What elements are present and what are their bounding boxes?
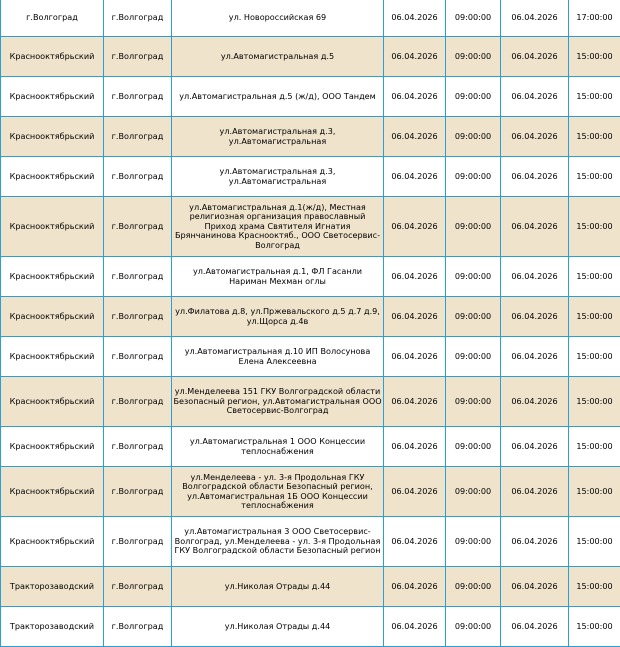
- start-time-cell: 09:00:00: [446, 297, 501, 337]
- table-row: [1, 0, 620, 37]
- city-cell: г.Волгоград: [104, 77, 172, 117]
- city-cell: г.Волгоград: [104, 37, 172, 77]
- city-cell: г.Волгоград: [104, 607, 172, 647]
- start-date-cell: 06.04.2026: [384, 297, 446, 337]
- table-row: [1, 77, 620, 117]
- city-cell: г.Волгоград: [104, 567, 172, 607]
- address-cell: ул.Николая Отрады д.44: [172, 607, 384, 647]
- start-date-cell: 06.04.2026: [384, 197, 446, 257]
- district-cell: г.Волгоград: [1, 0, 104, 37]
- table-body: [1, 0, 620, 647]
- address-cell: ул.Автомагистральная 3 ООО Светосервис-Волгоград, ул.Менделеева - ул. 3-я Продольная ГКУ Волгоградской области Безопасный регион: [172, 517, 384, 567]
- city-cell: г.Волгоград: [104, 157, 172, 197]
- table-row: [1, 517, 620, 567]
- start-time-cell: 09:00:00: [446, 157, 501, 197]
- end-date-cell: 06.04.2026: [501, 517, 569, 567]
- address-cell: ул.Автомагистральная 1 ООО Концессии теплоснабжения: [172, 427, 384, 467]
- city-cell: г.Волгоград: [104, 467, 172, 517]
- end-time-cell: 15:00:00: [569, 297, 620, 337]
- end-time-cell: 15:00:00: [569, 427, 620, 467]
- table-row: [1, 297, 620, 337]
- start-time-cell: 09:00:00: [446, 427, 501, 467]
- end-date-cell: 06.04.2026: [501, 0, 569, 37]
- table-row: [1, 427, 620, 467]
- start-date-cell: 06.04.2026: [384, 37, 446, 77]
- city-cell: г.Волгоград: [104, 377, 172, 427]
- end-time-cell: 17:00:00: [569, 0, 620, 37]
- city-cell: г.Волгоград: [104, 297, 172, 337]
- district-cell: Краснооктябрьский: [1, 257, 104, 297]
- start-time-cell: 09:00:00: [446, 517, 501, 567]
- district-cell: Краснооктябрьский: [1, 117, 104, 157]
- address-cell: ул.Николая Отрады д.44: [172, 567, 384, 607]
- city-cell: г.Волгоград: [104, 337, 172, 377]
- table-row: [1, 467, 620, 517]
- address-cell: ул. Новороссийская 69: [172, 0, 384, 37]
- end-date-cell: 06.04.2026: [501, 607, 569, 647]
- table-row: [1, 337, 620, 377]
- district-cell: Краснооктябрьский: [1, 467, 104, 517]
- end-date-cell: 06.04.2026: [501, 37, 569, 77]
- table-row: [1, 257, 620, 297]
- start-time-cell: 09:00:00: [446, 77, 501, 117]
- end-date-cell: 06.04.2026: [501, 467, 569, 517]
- end-date-cell: 06.04.2026: [501, 257, 569, 297]
- end-time-cell: 15:00:00: [569, 337, 620, 377]
- end-date-cell: 06.04.2026: [501, 77, 569, 117]
- start-time-cell: 09:00:00: [446, 257, 501, 297]
- district-cell: Тракторозаводский: [1, 607, 104, 647]
- end-time-cell: 15:00:00: [569, 197, 620, 257]
- end-time-cell: 15:00:00: [569, 157, 620, 197]
- table-row: [1, 117, 620, 157]
- table-row: [1, 607, 620, 647]
- end-time-cell: 15:00:00: [569, 117, 620, 157]
- city-cell: г.Волгоград: [104, 0, 172, 37]
- city-cell: г.Волгоград: [104, 117, 172, 157]
- district-cell: Краснооктябрьский: [1, 197, 104, 257]
- district-cell: Краснооктябрьский: [1, 427, 104, 467]
- address-cell: ул.Автомагистральная д.1(ж/д), Местная религиозная организация православный Приход храма Святителя Игнатия Брянчанинова Краснооктяб., ООО Светосервис-Волгоград: [172, 197, 384, 257]
- address-cell: ул.Филатова д.8, ул.Пржевальского д.5 д.7 д.9, ул.Щорса д.4в: [172, 297, 384, 337]
- end-date-cell: 06.04.2026: [501, 427, 569, 467]
- end-date-cell: 06.04.2026: [501, 297, 569, 337]
- start-date-cell: 06.04.2026: [384, 607, 446, 647]
- start-time-cell: 09:00:00: [446, 37, 501, 77]
- table-row: [1, 377, 620, 427]
- start-time-cell: 09:00:00: [446, 607, 501, 647]
- district-cell: Тракторозаводский: [1, 567, 104, 607]
- address-cell: ул.Автомагистральная д.5: [172, 37, 384, 77]
- city-cell: г.Волгоград: [104, 427, 172, 467]
- end-time-cell: 15:00:00: [569, 377, 620, 427]
- end-time-cell: 15:00:00: [569, 77, 620, 117]
- end-date-cell: 06.04.2026: [501, 377, 569, 427]
- end-date-cell: 06.04.2026: [501, 337, 569, 377]
- start-date-cell: 06.04.2026: [384, 157, 446, 197]
- start-date-cell: 06.04.2026: [384, 567, 446, 607]
- district-cell: Краснооктябрьский: [1, 77, 104, 117]
- start-date-cell: 06.04.2026: [384, 427, 446, 467]
- address-cell: ул.Автомагистральная д.5 (ж/д), ООО Тандем: [172, 77, 384, 117]
- district-cell: Краснооктябрьский: [1, 37, 104, 77]
- end-date-cell: 06.04.2026: [501, 117, 569, 157]
- start-date-cell: 06.04.2026: [384, 337, 446, 377]
- start-time-cell: 09:00:00: [446, 197, 501, 257]
- end-time-cell: 15:00:00: [569, 37, 620, 77]
- end-time-cell: 15:00:00: [569, 467, 620, 517]
- start-time-cell: 09:00:00: [446, 567, 501, 607]
- district-cell: Краснооктябрьский: [1, 337, 104, 377]
- city-cell: г.Волгоград: [104, 517, 172, 567]
- address-cell: ул.Автомагистральная д.3, ул.Автомагистральная: [172, 157, 384, 197]
- start-time-cell: 09:00:00: [446, 377, 501, 427]
- district-cell: Краснооктябрьский: [1, 377, 104, 427]
- start-date-cell: 06.04.2026: [384, 517, 446, 567]
- start-time-cell: 09:00:00: [446, 467, 501, 517]
- start-date-cell: 06.04.2026: [384, 117, 446, 157]
- table-row: [1, 197, 620, 257]
- start-date-cell: 06.04.2026: [384, 257, 446, 297]
- end-date-cell: 06.04.2026: [501, 197, 569, 257]
- table-row: [1, 37, 620, 77]
- end-time-cell: 15:00:00: [569, 257, 620, 297]
- start-date-cell: 06.04.2026: [384, 0, 446, 37]
- table-row: [1, 157, 620, 197]
- start-time-cell: 09:00:00: [446, 337, 501, 377]
- address-cell: ул.Менделеева - ул. 3-я Продольная ГКУ Волгоградской области Безопасный регион, ул.Автомагистральная 1Б ООО Концессии теплоснабжения: [172, 467, 384, 517]
- end-date-cell: 06.04.2026: [501, 157, 569, 197]
- end-time-cell: 15:00:00: [569, 517, 620, 567]
- district-cell: Краснооктябрьский: [1, 297, 104, 337]
- address-cell: ул.Менделеева 151 ГКУ Волгоградской области Безопасный регион, ул.Автомагистральная ООО Светосервис-Волгоград: [172, 377, 384, 427]
- end-date-cell: 06.04.2026: [501, 567, 569, 607]
- start-date-cell: 06.04.2026: [384, 377, 446, 427]
- address-cell: ул.Автомагистральная д.10 ИП Волосунова Елена Алексеевна: [172, 337, 384, 377]
- end-time-cell: 15:00:00: [569, 607, 620, 647]
- start-date-cell: 06.04.2026: [384, 77, 446, 117]
- start-date-cell: 06.04.2026: [384, 467, 446, 517]
- end-time-cell: 15:00:00: [569, 567, 620, 607]
- start-time-cell: 09:00:00: [446, 117, 501, 157]
- table-row: [1, 567, 620, 607]
- address-cell: ул.Автомагистральная д.3, ул.Автомагистральная: [172, 117, 384, 157]
- address-cell: ул.Автомагистральная д.1, ФЛ Гасанли Нариман Мехман оглы: [172, 257, 384, 297]
- city-cell: г.Волгоград: [104, 257, 172, 297]
- start-time-cell: 09:00:00: [446, 0, 501, 37]
- city-cell: г.Волгоград: [104, 197, 172, 257]
- district-cell: Краснооктябрьский: [1, 517, 104, 567]
- district-cell: Краснооктябрьский: [1, 157, 104, 197]
